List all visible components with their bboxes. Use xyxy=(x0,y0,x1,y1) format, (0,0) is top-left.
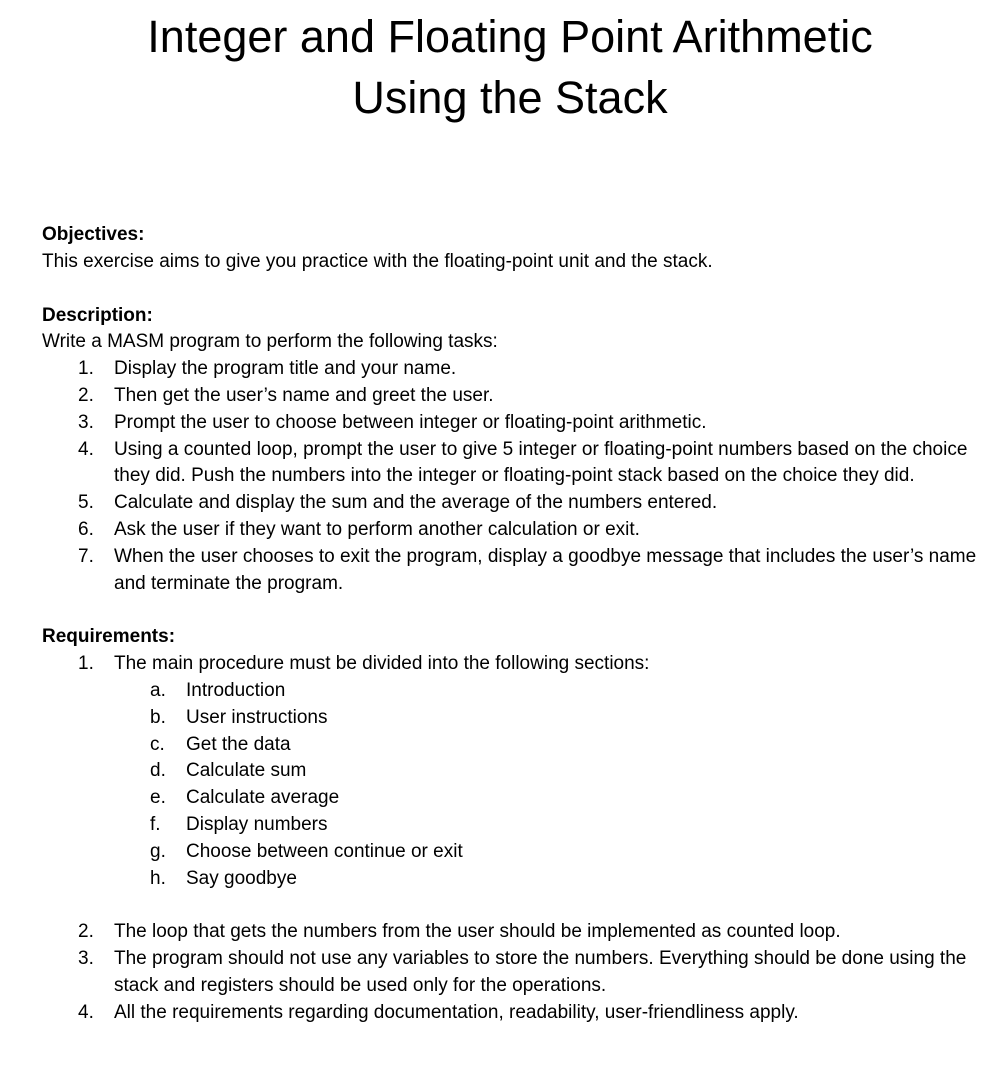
list-marker: 4. xyxy=(78,438,94,460)
objectives-heading: Objectives: xyxy=(42,224,145,245)
title-line-2: Using the Stack xyxy=(352,72,668,123)
requirements-heading: Requirements: xyxy=(42,626,176,648)
list-marker: 1. xyxy=(78,358,94,380)
list-item xyxy=(42,356,982,383)
list-item xyxy=(42,946,982,1000)
document-title xyxy=(0,6,988,128)
objectives-section xyxy=(42,222,982,276)
requirements-section xyxy=(42,624,982,1026)
sub-list-item xyxy=(42,678,982,705)
list-item xyxy=(42,1000,982,1027)
sub-list-item-text: User instructions xyxy=(186,706,328,728)
list-marker: 4. xyxy=(78,1001,94,1023)
sub-list-item-text: Display numbers xyxy=(186,813,328,835)
list-marker: 6. xyxy=(78,518,94,540)
description-section xyxy=(42,303,982,598)
sub-list-item xyxy=(42,839,982,866)
list-marker: 2. xyxy=(78,921,94,943)
list-item-text: The main procedure must be divided into the following sections: xyxy=(114,653,650,675)
list-item-text: The program should not use any variables to store the numbers. Everything should be done using the stack and registers should be used only for the operations. xyxy=(114,948,967,996)
sub-list-item xyxy=(42,812,982,839)
task-list xyxy=(42,356,982,597)
sub-list-item xyxy=(42,758,982,785)
document-body xyxy=(42,222,982,1027)
list-item xyxy=(42,651,982,678)
list-item xyxy=(42,517,982,544)
sub-list-item xyxy=(42,705,982,732)
list-marker: 3. xyxy=(78,411,94,433)
requirements-list xyxy=(42,651,982,678)
requirements-list-continued xyxy=(42,919,982,1026)
sub-list-marker: c. xyxy=(150,733,165,755)
list-item-text: Using a counted loop, prompt the user to give 5 integer or floating-point numbers based on the choice they did. Push the numbers into the integer or floating-point stack based on the choice they did. xyxy=(114,438,968,487)
sub-list-marker: d. xyxy=(150,760,166,782)
sub-list-marker: e. xyxy=(150,787,166,809)
list-item xyxy=(42,383,982,410)
sub-list-item-text: Calculate sum xyxy=(186,760,307,782)
list-item-text: Ask the user if they want to perform another calculation or exit. xyxy=(114,518,640,540)
list-item-text: Display the program title and your name. xyxy=(114,358,457,380)
list-item-text: When the user chooses to exit the program, display a goodbye message that includes the user’s name and terminate the program. xyxy=(114,545,977,594)
list-item-text: All the requirements regarding documentation, readability, user-friendliness apply. xyxy=(114,1001,799,1023)
list-marker: 2. xyxy=(78,384,94,406)
sub-list-item xyxy=(42,785,982,812)
objectives-text: This exercise aims to give you practice with the floating-point unit and the stack. xyxy=(42,250,713,272)
sub-list-item-text: Choose between continue or exit xyxy=(186,840,463,862)
sub-list-item-text: Calculate average xyxy=(186,787,340,809)
sub-list-item-text: Introduction xyxy=(186,679,286,701)
list-item xyxy=(42,437,982,491)
sections-list xyxy=(42,678,982,892)
description-intro: Write a MASM program to perform the following tasks: xyxy=(42,331,498,353)
list-marker: 7. xyxy=(78,545,94,567)
list-marker: 5. xyxy=(78,492,94,514)
sub-list-marker: h. xyxy=(150,867,166,889)
list-marker: 3. xyxy=(78,948,94,970)
list-item xyxy=(42,410,982,437)
list-item-text: Calculate and display the sum and the average of the numbers entered. xyxy=(114,492,718,514)
list-item xyxy=(42,490,982,517)
sub-list-item xyxy=(42,866,982,893)
list-item xyxy=(42,544,982,598)
list-item-text: The loop that gets the numbers from the user should be implemented as counted loop. xyxy=(114,921,841,943)
description-heading: Description: xyxy=(42,304,153,326)
sub-list-marker: g. xyxy=(150,840,166,862)
list-item-text: Prompt the user to choose between integer or floating-point arithmetic. xyxy=(114,411,707,433)
sub-list-item xyxy=(42,732,982,759)
sub-list-item-text: Say goodbye xyxy=(186,867,297,889)
list-item xyxy=(42,919,982,946)
sub-list-marker: f. xyxy=(150,813,161,835)
sub-list-marker: a. xyxy=(150,679,166,701)
sub-list-marker: b. xyxy=(150,706,166,728)
sub-list-item-text: Get the data xyxy=(186,733,291,755)
title-line-1: Integer and Floating Point Arithmetic xyxy=(147,11,873,62)
list-item-text: Then get the user’s name and greet the user. xyxy=(114,384,494,406)
list-marker: 1. xyxy=(78,653,94,675)
